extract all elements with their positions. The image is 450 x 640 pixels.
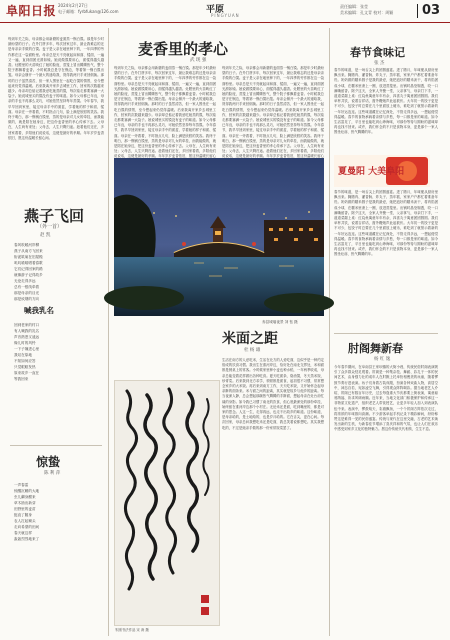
right-article-1-body: 春节的味道，是一场舌尖上的团圆盛宴。进了腊月，年味便从厨房里飘出来。腌腊肉、灌香肠、炸丸子、蒸年糕，家家户户都忙着准备年货。奶奶做的糯米圆子是我的最爱，她把泡好的糯米沥干，将肉馅团成小球，在糯米里滚上一圈，放进蒸笼里。出锅时晶莹剔透，咬一口满嘴留香。除夕这天，全家人齐聚一堂，父亲掌勺，母亲打下手，一道道菜端上桌：红烧鱼寓意年年有余，四喜丸子寓意团团圆圆。我们举杯共饮，说着吉祥话，窗外鞭炮声此起彼伏。大年初一的饺子更是不可少，包饺子时总要在几个里面放上硬币，谁吃到了就预示着新的一年好运连连。这些味道藏在记忆深处，不管走得多远，一想起便觉得温暖。春节的食物承载着亲情与乡愁，每一口都是家的味道。如今生活富足了，平日里也能吃到山珍海味，可那份等待与期盼的滋味却再也找不回来。或许，我们怀念的不只是食物本身，更是那个一家人围坐灶前、热气腾腾的年。: [334, 190, 438, 257]
right-article-2-title: 肘阁舞新春: [348, 342, 403, 355]
right-article-1-body-top: 春节的味道，是一场舌尖上的团圆盛宴。进了腊月，年味便从厨房里飘出来。腌腊肉、灌香肠、炸丸子、蒸年糕，家家户户都忙着准备年货。奶奶做的糯米圆子是我的最爱，她把泡好的糯米沥干，将肉馅团成小球，在糯米里滚上一圈，放进蒸笼里。出锅时晶莹剔透，咬一口满嘴留香。除夕这天，全家人齐聚一堂，父亲掌勺，母亲打下手，一道道菜端上桌：红烧鱼寓意年年有余，四喜丸子寓意团团圆圆。我们举杯共饮，说着吉祥话，窗外鞭炮声此起彼伏。大年初一的饺子更是不可少，包饺子时总要在几个里面放上硬币，谁吃到了就预示着新的一年好运连连。这些味道藏在记忆深处，不管走得多远，一想起便觉得温暖。春节的食物承载着亲情与乡愁，每一口都是家的味道。如今生活富足了，平日里也能吃到山珍海味，可那份等待与期盼的滋味却再也找不回来。或许，我们怀念的不只是食物本身，更是那个一家人围坐灶前、热气腾腾的年。: [334, 68, 438, 135]
page-number-divider: [417, 4, 418, 18]
right-article-2-body: 今年春节期间，在阜南县王家坝镇的大街小巷，传统民俗肘阁表演吸引了众多群众驻足观看。肘阁是一种集杂技、舞蹈、彩扎于一体的民间艺术，由身强力壮的成年人在肘腕上托举扮相俊美的孩童，随着锣鼓节奏行进表演。孩子们身着古装戏服，扮演各种戏曲人物，高居空中，神态自若，宛如凌空飞舞，引得观众阵阵喝彩。据当地老艺人介绍，肘阁已有数百年历史，过去每逢重大节庆都要上街表演，寓意驱邪纳福、祈求风调雨顺。近年来，当地文化部门积极保护和传承这一非物质文化遗产，组织老艺人带徒授艺，让更多年轻人加入到表演队伍中来。表演中，锣鼓喧天，彩旗飘扬，一个个肘阁方阵依次走过，将浓浓的年味推向高潮。不少游客举起手机记录下精彩瞬间，纷纷称赞这是难得一见的民俗盛宴。传统与现代在这里交融，古老的艺术焕发出新的生机，为新春佳节增添了喜庆祥和的气氛，也让人们在欢乐中感受到家乡文化的独特魅力。愿这份传统代代相传，生生不息。: [334, 365, 438, 432]
poem-1-title: 燕子飞回: [24, 207, 85, 225]
column-rule-right: [329, 28, 330, 636]
masthead-meta: [58, 3, 119, 15]
poem-1-author: 赵 凯: [40, 233, 51, 238]
poem-line: 一下子撞进心里: [14, 347, 40, 351]
poem-1-lines: [14, 242, 102, 302]
editor-credits: [340, 4, 393, 16]
poem-line: 声音熟悉又遥远: [14, 335, 40, 339]
poem-line: 虫儿翻身醒来: [14, 495, 36, 499]
poem-1-subtitle: （外一首）: [37, 224, 63, 230]
poem-line: 我站在原地: [14, 353, 32, 357]
poem-line: 叽叽喳喳唱着春歌: [14, 261, 43, 265]
main-article-body-col3: 每到年关之际，母亲都会用新磨的麦面蒸一锅白馍。那是年少时最盼望的日子。在外打拼多年，每次回家过年，最让我难忘的还是母亲亲手做的白馍。麦子是父亲在地里种下的，一年四季的劳作都在这一袋面粉里。母亲总是天不亮就起床和面、揉面，一遍又一遍，直到面团光滑如镜。她说做馍要用心，面揉得越久越香。灶膛里的火苗映红了她的脸庞，蒸笼上冒出腾腾热气，整个院子都飘着麦香。小时候我总是守在锅边，等着第一锅白馍出笼。母亲会掰开一个最大的递给我，烫得我两只手来回倒换。那时的日子虽然清苦，但一家人围坐在一起吃白馍的情景，至今想起来仍觉得温暖。后来我离开家乡去城里工作，回家的次数越来越少。母亲却总惦记着我爱吃她蒸的馍，每次临走都要塞满一大袋子。她说城里买的馍没有麦子的味道。如今父母都已年迈，母亲的手也不再那么灵巧，可她依然坚持每年蒸馍。今年春节，我早早回到家里，接过母亲手中的面盆，学着她的样子和面、揉面。母亲在一旁看着，不时指点几句，脸上满是欣慰的笑容。我终于明白，那一锅锅白馍里，蒸的是母亲对儿女的牵挂，而我能做的，就是陪在她身边，把这份麦香里的孝心传承下去。父母在，人生尚有来处；父母去，人生只剩归途。趁着他们还在，多回家看看，多陪他们说说话，这便是最好的孝顺。年年岁岁麦香依旧，愿这份温暖长留心: [222, 66, 324, 159]
poem-3-title: 惊蛰: [36, 455, 61, 469]
poem-2-title: 喊我乳名: [24, 306, 54, 315]
poem-line: 燕子从南方飞回来: [14, 249, 43, 253]
ad-text: 夏曼阳 大美阜阳: [338, 167, 405, 177]
poem-line: 田野里的麦苗: [14, 507, 36, 511]
editor-line-2: 美术编辑：孔文青 校对：周颖: [340, 10, 394, 15]
poem-line: 那是炊烟的方向: [14, 297, 40, 301]
photo-image: [114, 158, 324, 316]
poem-line: 像儿时的风铃: [14, 341, 36, 345]
right-article-1-author: 张 杰: [374, 61, 385, 66]
middle-article-body: 生活在南方的人爱吃米，生活在北方的人爱吃面，这似乎是一种约定俗成的饮食习惯。我出生在淮河岸边，恰好处在南北交界处，米和面都是餐桌上的常客。小时候家里种小麦也种水稻，一年两季收成，母亲总能变着花样做出各种吃食。夏天吃面条、烙油馍，冬天蒸米饭、炒青菜。后来我到北方求学，顿顿都是面食，起初很不习惯，常常想念家乡的大米饭。再后来到南方工作，天天吃米饭，又开始怀念起母亲擀的面条来。米与面之间的距离，其实就是故乡与他乡的距离。每当夜深人静，总会想起那碗热气腾腾的手擀面，想起母亲在灶台前忙碌的身影。如今我已习惯了南北的饮食，但心底最深处的那份牵挂，始终留在淮河岸边那个小村庄。无论米还是面，吃到嘴里的，都是对家的思念。人这一生，走得再远，也走不出故乡的味道。这份味道，是母亲给的，是土地给的，也是岁月给的。它在舌尖，更在心间。每次回家，母亲总问我想吃米还是吃面，我总笑着说都想吃。其实我想吃的，不过是她亲手做的那一份家常饭菜罢了。: [222, 358, 324, 430]
poem-line: 那是母亲的目光: [14, 291, 40, 295]
poem-line: 回到老家的村口: [14, 323, 40, 327]
poem-line: 轰轰烈烈地来了: [14, 537, 40, 541]
poem-line: 有人喊我的乳名: [14, 329, 40, 333]
section-name: 平原: [206, 5, 225, 15]
right-divider: [334, 333, 438, 334]
poem-line: 只觉眼眶发热: [14, 365, 36, 369]
poem-2-lines: [14, 322, 102, 382]
editor-line-1: 责任编辑：张莹: [340, 4, 368, 9]
calligraphy-caption: 朱刚书法作品 宋 涛 摄: [115, 628, 149, 632]
poem-line: 惊醒沉睡的大地: [14, 489, 40, 493]
middle-article-author: 杜 杨 雄: [244, 348, 261, 353]
middle-article-title: 米面之距: [222, 331, 278, 347]
calligraphy-artwork: [114, 380, 220, 626]
night-city-photo: [114, 158, 324, 316]
column-rule-left: [108, 28, 109, 636]
poem-line: 春天就这样: [14, 531, 32, 535]
section-pinyin: PINGYUAN: [211, 13, 240, 18]
poem-line: 不知如何应答: [14, 359, 36, 363]
right-article-2-author: 杨 红 逸: [374, 357, 391, 362]
main-article-body-col1: 每到年关之际，母亲都会用新磨的麦面蒸一锅白馍。那是年少时最盼望的日子。在外打拼多年，每次回家过年，最让我难忘的还是母亲亲手做的白馍。麦子是父亲在地里种下的，一年四季的劳作都在这一袋面粉里。母亲总是天不亮就起床和面、揉面，一遍又一遍，直到面团光滑如镜。她说做馍要用心，面揉得越久越香。灶膛里的火苗映红了她的脸庞，蒸笼上冒出腾腾热气，整个院子都飘着麦香。小时候我总是守在锅边，等着第一锅白馍出笼。母亲会掰开一个最大的递给我，烫得我两只手来回倒换。那时的日子虽然清苦，但一家人围坐在一起吃白馍的情景，至今想起来仍觉得温暖。后来我离开家乡去城里工作，回家的次数越来越少。母亲却总惦记着我爱吃她蒸的馍，每次临走都要塞满一大袋子。她说城里买的馍没有麦子的味道。如今父母都已年迈，母亲的手也不再那么灵巧，可她依然坚持每年蒸馍。今年春节，我早早回到家里，接过母亲手中的面盆，学着她的样子和面、揉面。母亲在一旁看着，不时指点几句，脸上满是欣慰的笑容。我终于明白，那一锅锅白馍里，蒸的是母亲对儿女的牵挂，而我能做的，就是陪在她身边，把这份麦香里的孝心传承下去。父母在，人生尚有来处；父母去，人生只剩归途。趁着他们还在，多回家看看，多陪他们说说话，这便是最好的孝顺。年年岁岁麦香依旧，愿这份温暖长留心间。: [8, 37, 104, 140]
page-number: 03: [422, 3, 441, 18]
poem-line: 走向希望的田间: [14, 525, 40, 529]
photo-caption: 寿县城墙夜景 刘 钰 摄: [262, 320, 298, 324]
poem-line: 总有一根线牵着: [14, 285, 40, 289]
poem-line: 春风吹暖河岸柳: [14, 243, 40, 247]
poem-line: 原来故乡一直在: [14, 371, 40, 375]
poem-line: 衔泥筑巢在旧屋檐: [14, 255, 43, 259]
issue-date: 2024年2月27日: [58, 3, 88, 8]
calligraphy-image: [115, 381, 219, 625]
poem-3-author: 陈 利 萍: [44, 471, 61, 476]
main-article-title: 麦香里的孝心: [138, 40, 229, 58]
right-article-1-title: 春节食味记: [350, 46, 405, 59]
poem-3-lines: [14, 482, 102, 542]
main-article-body-col2: 每到年关之际，母亲都会用新磨的麦面蒸一锅白馍。那是年少时最盼望的日子。在外打拼多年，每次回家过年，最让我难忘的还是母亲亲手做的白馍。麦子是父亲在地里种下的，一年四季的劳作都在这一袋面粉里。母亲总是天不亮就起床和面、揉面，一遍又一遍，直到面团光滑如镜。她说做馍要用心，面揉得越久越香。灶膛里的火苗映红了她的脸庞，蒸笼上冒出腾腾热气，整个院子都飘着麦香。小时候我总是守在锅边，等着第一锅白馍出笼。母亲会掰开一个最大的递给我，烫得我两只手来回倒换。那时的日子虽然清苦，但一家人围坐在一起吃白馍的情景，至今想起来仍觉得温暖。后来我离开家乡去城里工作，回家的次数越来越少。母亲却总惦记着我爱吃她蒸的馍，每次临走都要塞满一大袋子。她说城里买的馍没有麦子的味道。如今父母都已年迈，母亲的手也不再那么灵巧，可她依然坚持每年蒸馍。今年春节，我早早回到家里，接过母亲手中的面盆，学着她的样子和面、揉面。母亲在一旁看着，不时指点几句，脸上满是欣慰的笑容。我终于明白，那一锅锅白馍里，蒸的是母亲对儿女的牵挂，而我能做的，就是陪在她身边，把这份麦香里的孝心传承下去。父母在，人生尚有来处；父母去，人生只剩归途。趁着他们还在，多回家看看，多陪他们说说话，这便是最好的孝顺。年年岁岁麦香依旧，愿这份温暖长留心: [114, 66, 216, 159]
poem-divider: [10, 445, 102, 446]
poem-line: 一声春雷: [14, 483, 29, 487]
poem-line: 等我回来: [14, 377, 29, 381]
poem-line: 挺直了腰身: [14, 513, 32, 517]
email: 电子邮箱：fyrbfukan@126.com: [58, 9, 119, 14]
poem-line: 就像游子记得故乡: [14, 273, 43, 277]
paper-name: 阜阳日报: [6, 4, 57, 18]
advertisement-banner: [334, 155, 430, 187]
poem-line: 它们记得回家的路: [14, 267, 43, 271]
poem-line: 草木抽出新芽: [14, 501, 36, 505]
poem-line: 无论走得多远: [14, 279, 36, 283]
poem-line: 农人扛起锄头: [14, 519, 36, 523]
main-article-author: 武 现 强: [190, 58, 207, 63]
